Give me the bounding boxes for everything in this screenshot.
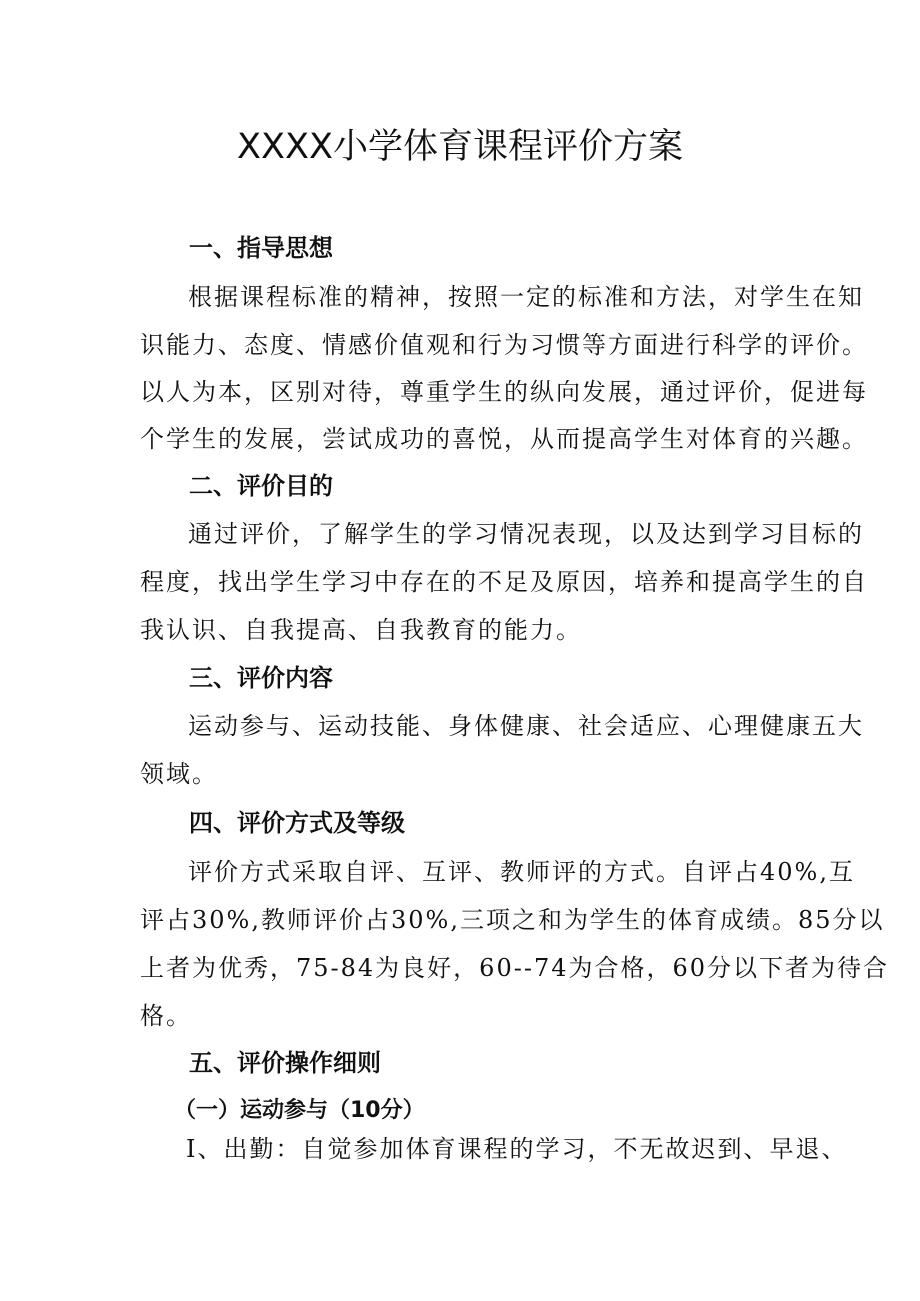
paragraph-line: 根据课程标准的精神，按照一定的标准和方法，对学生在知 (188, 283, 864, 311)
section-heading-guiding-ideology: 一、指导思想 (189, 234, 333, 262)
paragraph-line: 上者为优秀，75-84为良好，60--74为合格，60分以下者为待合 (140, 954, 890, 982)
paragraph-line: 识能力、态度、情感价值观和行为习惯等方面进行科学的评价。 (140, 331, 868, 359)
paragraph-line: 个学生的发展，尝试成功的喜悦，从而提高学生对体育的兴趣。 (140, 425, 868, 453)
paragraph-line: 以人为本，区别对待，尊重学生的纵向发展，通过评价，促进每 (140, 378, 868, 406)
document-title: XXXX小学体育课程评价方案 (237, 127, 683, 167)
paragraph-line: I、出勤：自觉参加体育课程的学习，不无故迟到、早退、 (186, 1135, 848, 1163)
subsection-heading-sports-participation: （一）运动参与（10分） (174, 1098, 425, 1123)
paragraph-line: 评占30%,教师评价占30%,三项之和为学生的体育成绩。85分以 (140, 906, 885, 934)
paragraph-line: 通过评价，了解学生的学习情况表现，以及达到学习目标的 (188, 520, 864, 548)
paragraph-line: 程度，找出学生学习中存在的不足及原因，培养和提高学生的自 (140, 568, 868, 596)
section-heading-evaluation-content: 三、评价内容 (189, 664, 333, 692)
paragraph-line: 格。 (140, 1002, 192, 1030)
paragraph-line: 领域。 (140, 760, 218, 788)
section-heading-evaluation-method: 四、评价方式及等级 (189, 809, 405, 837)
paragraph-line: 我认识、自我提高、自我教育的能力。 (140, 616, 582, 644)
paragraph-line: 评价方式采取自评、互评、教师评的方式。自评占40%,互 (188, 858, 855, 886)
section-heading-operation-rules: 五、评价操作细则 (189, 1049, 381, 1077)
paragraph-line: 运动参与、运动技能、身体健康、社会适应、心理健康五大 (188, 712, 864, 740)
section-heading-evaluation-purpose: 二、评价目的 (189, 472, 333, 500)
